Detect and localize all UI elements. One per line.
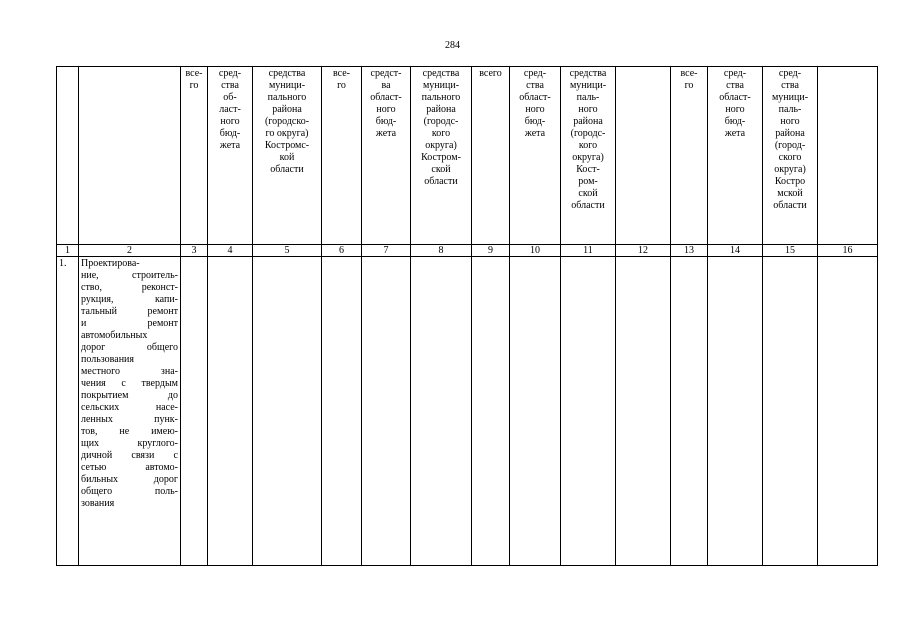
column-number-2: 2 xyxy=(79,245,181,257)
empty-value-cell xyxy=(708,257,763,566)
column-number-15: 15 xyxy=(763,245,818,257)
header-label: сред- ства област- ного бюд- жета xyxy=(719,68,751,139)
header-cell-col-11 xyxy=(561,67,616,245)
header-cell-col-2 xyxy=(79,67,181,245)
header-cell-col-15 xyxy=(763,67,818,245)
table-row xyxy=(57,257,878,566)
page-number: 284 xyxy=(445,40,460,51)
empty-value-cell xyxy=(818,257,878,566)
header-cell-col-16 xyxy=(818,67,878,245)
description-line: ство, реконст- xyxy=(81,282,178,293)
header-label: все- го xyxy=(680,68,698,91)
header-label: средства муници- пального района (городско- го округа) Костромс- кой области xyxy=(264,68,310,175)
header-cell-col-5 xyxy=(253,67,322,245)
empty-value-cell xyxy=(510,257,561,566)
description-line: покрытием до xyxy=(81,390,178,401)
empty-value-cell xyxy=(253,257,322,566)
empty-value-cell xyxy=(472,257,510,566)
description-line: и ремонт xyxy=(81,318,178,329)
description-line: автомобильных xyxy=(81,330,148,341)
description-line: тов, не имею- xyxy=(81,426,178,437)
column-number-7: 7 xyxy=(362,245,411,257)
column-number-16: 16 xyxy=(818,245,878,257)
header-cell-col-12 xyxy=(616,67,671,245)
header-cell-col-7 xyxy=(362,67,411,245)
header-label: средства муници- паль- ного района (городс- кого округа) Кост- ром- ской области xyxy=(569,68,607,211)
column-number-1: 1 xyxy=(57,245,79,257)
header-cell-col-4 xyxy=(208,67,253,245)
header-cell-col-13 xyxy=(671,67,708,245)
description-line: сельских насе- xyxy=(81,402,178,413)
description-line: тальный ремонт xyxy=(81,306,178,317)
column-number-8: 8 xyxy=(411,245,472,257)
header-label: сред- ства муници- паль- ного района (город- ского округа) Костро мской области xyxy=(771,68,809,211)
header-label: средст- ва област- ного бюд- жета xyxy=(370,68,402,139)
header-cell-col-9 xyxy=(472,67,510,245)
column-number-5: 5 xyxy=(253,245,322,257)
header-cell-col-10 xyxy=(510,67,561,245)
column-number-10: 10 xyxy=(510,245,561,257)
column-number-13: 13 xyxy=(671,245,708,257)
description-line: ние, строитель- xyxy=(81,270,178,281)
header-cell-col-3 xyxy=(181,67,208,245)
column-number-4: 4 xyxy=(208,245,253,257)
header-cell-col-14 xyxy=(708,67,763,245)
empty-value-cell xyxy=(763,257,818,566)
header-cell-col-8 xyxy=(411,67,472,245)
header-cell-col-6 xyxy=(322,67,362,245)
header-label: все- го xyxy=(333,68,350,91)
row-number-cell: 1. xyxy=(57,257,79,566)
empty-value-cell xyxy=(322,257,362,566)
empty-value-cell xyxy=(181,257,208,566)
description-line: дорог общего xyxy=(81,342,178,353)
column-number-row xyxy=(57,245,878,257)
header-label: всего xyxy=(479,68,502,79)
empty-value-cell xyxy=(671,257,708,566)
table-header-row xyxy=(57,67,878,245)
column-number-3: 3 xyxy=(181,245,208,257)
column-number-12: 12 xyxy=(616,245,671,257)
description-line: местного зна- xyxy=(81,366,178,377)
description-line: бильных дорог xyxy=(81,474,178,485)
description-line: щих круглого- xyxy=(81,438,178,449)
empty-value-cell xyxy=(362,257,411,566)
header-label: все- го xyxy=(185,68,203,91)
empty-value-cell xyxy=(411,257,472,566)
empty-value-cell xyxy=(616,257,671,566)
header-label: средства муници- пального района (городс- кого округа) Костром- ской области xyxy=(421,68,461,187)
column-number-9: 9 xyxy=(472,245,510,257)
row-description-cell xyxy=(79,257,181,566)
table-body xyxy=(57,67,878,566)
empty-value-cell xyxy=(208,257,253,566)
empty-value-cell xyxy=(561,257,616,566)
budget-table xyxy=(56,66,878,566)
column-number-11: 11 xyxy=(561,245,616,257)
description-line: пользования xyxy=(81,354,134,365)
description-line: Проектирова- xyxy=(81,258,140,269)
description-line: ленных пунк- xyxy=(81,414,178,425)
header-cell-col-1 xyxy=(57,67,79,245)
header-label: сред- ства об- ласт- ного бюд- жета xyxy=(218,68,242,151)
description-line: зования xyxy=(81,498,115,509)
description-line: рукция, капи- xyxy=(81,294,178,305)
description-line: чения с твердым xyxy=(81,378,178,389)
column-number-14: 14 xyxy=(708,245,763,257)
column-number-6: 6 xyxy=(322,245,362,257)
header-label: сред- ства област- ного бюд- жета xyxy=(519,68,551,139)
description-line: дичной связи с xyxy=(81,450,178,461)
description-line: сетью автомо- xyxy=(81,462,178,473)
description-line: общего поль- xyxy=(81,486,178,497)
